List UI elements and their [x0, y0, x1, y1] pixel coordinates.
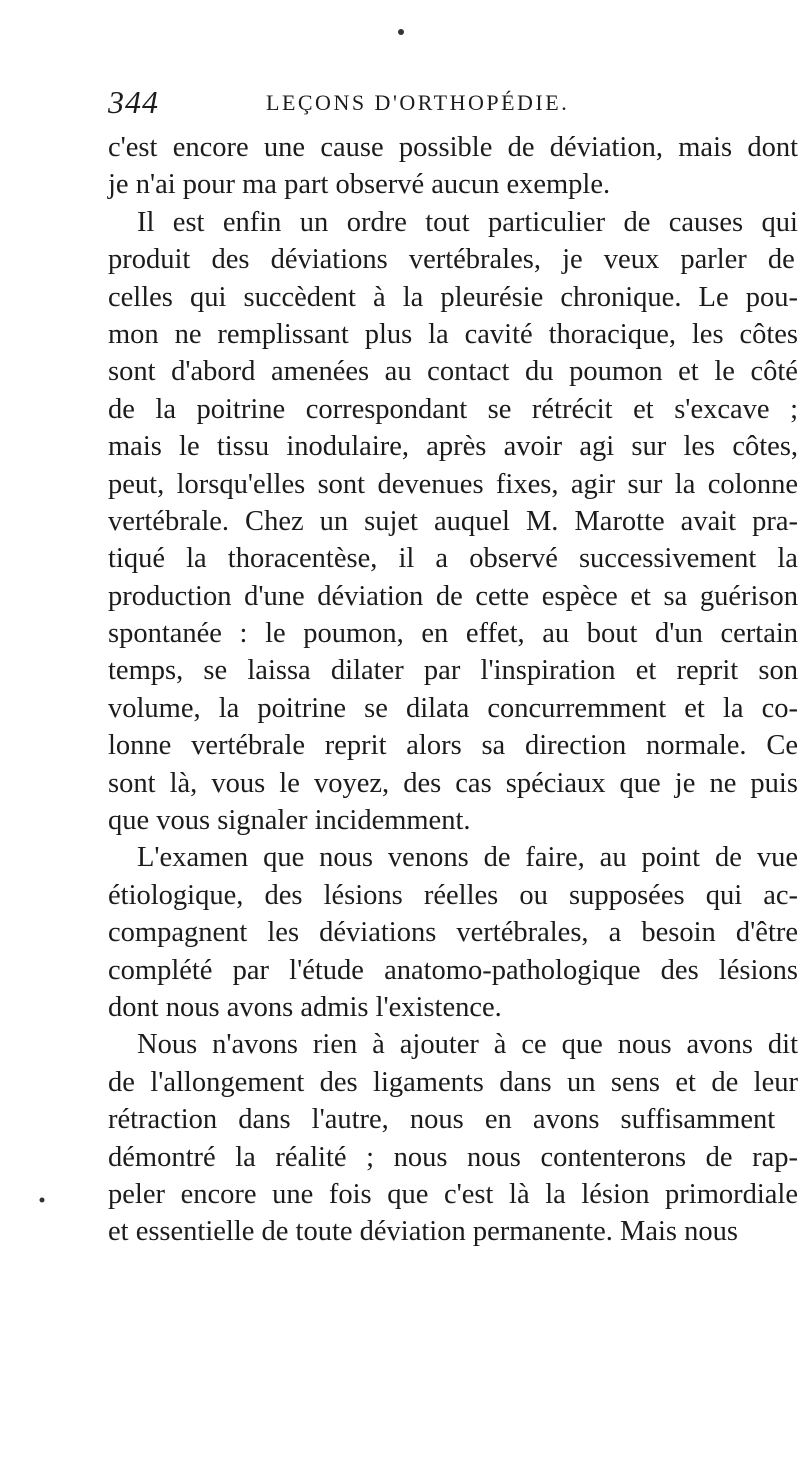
- text-line: production d'une déviation de cette espèce et sa guérison: [108, 580, 798, 612]
- ink-speck: [40, 1198, 45, 1203]
- text-line: sont d'abord amenées au contact du poumon et le côté: [108, 356, 798, 388]
- text-line: démontré la réalité ; nous nous contenterons de rap-: [108, 1141, 798, 1173]
- text-line: tiqué la thoracentèse, il a observé successivement la: [108, 543, 798, 575]
- page-number: 344: [108, 84, 159, 120]
- ink-speck: [398, 29, 404, 35]
- text-line: c'est encore une cause possible de déviation, mais dont: [108, 132, 799, 163]
- text-line: dont nous avons admis l'existence.: [108, 991, 502, 1023]
- text-line: spontanée : le poumon, en effet, au bout d'un certain: [108, 618, 799, 650]
- text-line: de l'allongement des ligaments dans un sens et de leur: [108, 1066, 798, 1098]
- text-line: peler encore une fois que c'est là la lésion primordiale: [108, 1178, 799, 1210]
- text-line: je n'ai pour ma part observé aucun exemple.: [108, 169, 611, 201]
- text-line: Nous n'avons rien à ajouter à ce que nous avons dit: [137, 1029, 799, 1061]
- text-line: volume, la poitrine se dilata concurremment et la co-: [108, 692, 798, 724]
- text-line: produit des déviations vertébrales, je veux parler de: [108, 244, 795, 276]
- body-text: [108, 129, 798, 1251]
- text-line: lonne vertébrale reprit alors sa direction normale. Ce: [108, 730, 798, 762]
- text-line: rétraction dans l'autre, nous en avons suffisamment: [108, 1104, 776, 1136]
- text-line: et essentielle de toute déviation permanente. Mais nous: [108, 1216, 738, 1248]
- text-line: compagnent les déviations vertébrales, a besoin d'être: [108, 917, 799, 949]
- page-header: [108, 84, 728, 124]
- text-line: complété par l'étude anatomo-pathologique des lésions: [108, 954, 798, 986]
- text-line: mon ne remplissant plus la cavité thoracique, les côtes: [108, 318, 799, 350]
- text-line: L'examen que nous venons de faire, au point de vue: [137, 842, 798, 874]
- running-head: LEÇONS D'ORTHOPÉDIE.: [266, 90, 570, 115]
- text-line: temps, se laissa dilater par l'inspiration et reprit son: [108, 655, 798, 687]
- text-line: peut, lorsqu'elles sont devenues fixes, agir sur la colonne: [108, 468, 798, 500]
- text-line: mais le tissu inodulaire, après avoir agi sur les côtes,: [108, 431, 799, 463]
- text-line: sont là, vous le voyez, des cas spéciaux que je ne puis: [108, 767, 798, 799]
- text-line: étiologique, des lésions réelles ou supposées qui ac-: [108, 879, 799, 911]
- text-line: de la poitrine correspondant se rétrécit et s'excave ;: [108, 393, 798, 425]
- text-line: Il est enfin un ordre tout particulier de causes qui: [137, 206, 798, 238]
- text-line: vertébrale. Chez un sujet auquel M. Marotte avait pra-: [108, 505, 798, 537]
- text-line: celles qui succèdent à la pleurésie chronique. Le pou-: [108, 281, 798, 313]
- text-line: que vous signaler incidemment.: [108, 805, 471, 837]
